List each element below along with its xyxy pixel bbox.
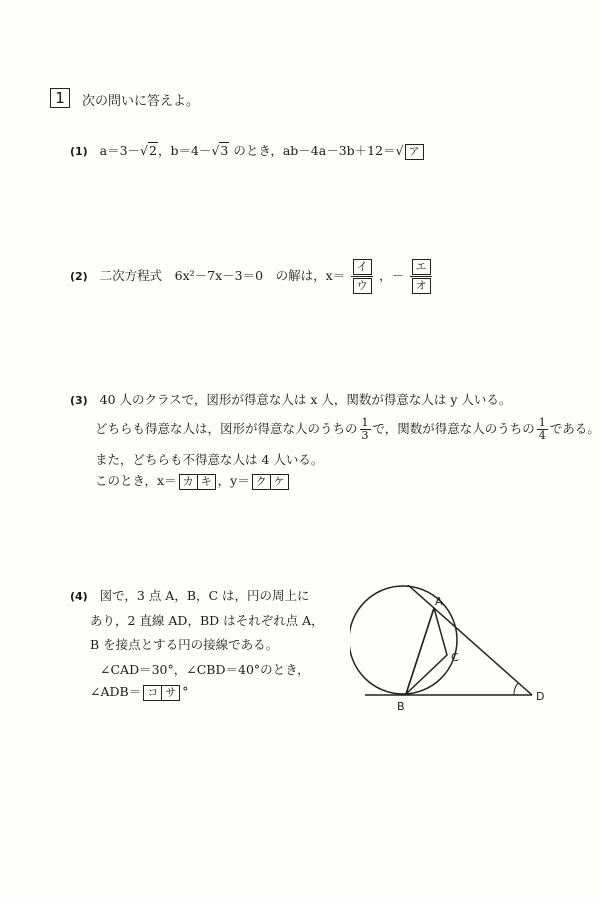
- answer-boxes-y[interactable]: [252, 474, 289, 490]
- problem-2: [70, 258, 434, 295]
- problem-4-line-5: [90, 682, 188, 701]
- problem-1-text-a: a＝3－: [99, 143, 141, 158]
- problem-4-line-3: B を接点とする円の接線である。: [90, 637, 279, 652]
- problem-3-text-4b: ，y＝: [217, 473, 250, 488]
- problem-3-text-2c: である。: [549, 421, 600, 436]
- answer-box-ka[interactable]: カ: [182, 474, 194, 488]
- problem-3-line-1: [70, 390, 511, 408]
- geometry-figure: [350, 585, 550, 715]
- sqrt-2: √2: [140, 143, 157, 158]
- sqrt-3: √3: [211, 143, 229, 158]
- problem-1: [70, 141, 425, 160]
- answer-box-a[interactable]: ア: [405, 144, 424, 160]
- problem-2-number: (2): [70, 270, 88, 283]
- problem-3-text-2a: どちらも得意な人は，図形が得意な人のうちの: [95, 421, 358, 436]
- problem-3-line-3: また，どちらも不得意な人は 4 人いる。: [95, 452, 324, 467]
- sqrt-answer: √ ア: [396, 143, 425, 160]
- problem-4-number: (4): [70, 590, 88, 603]
- problem-2-sep: ，－: [379, 268, 405, 283]
- answer-fraction-1: [351, 258, 373, 295]
- problem-4-line-1: [70, 586, 310, 604]
- answer-box-ke[interactable]: ケ: [270, 475, 288, 489]
- fraction-one-third: $\frac{1}{3}$: [361, 416, 369, 442]
- angle-d-arc: [514, 683, 518, 695]
- problem-1-text-b: ，b＝4－: [157, 143, 212, 158]
- degree-sign: °: [182, 684, 189, 699]
- answer-box-ko[interactable]: コ: [147, 685, 159, 699]
- answer-box-i[interactable]: イ: [353, 259, 372, 275]
- answer-boxes-x[interactable]: [179, 474, 216, 490]
- problem-3-line-2: [95, 417, 600, 442]
- problem-4-text-5a: ∠ADB＝: [90, 684, 142, 699]
- problem-4-line-4: ∠CAD＝30°，∠CBD＝40°のとき，: [100, 662, 310, 677]
- problem-3-text-2b: で，関数が得意な人のうちの: [372, 421, 535, 436]
- problem-2-text: 二次方程式 6x²－7x－3＝0 の解は，x＝: [99, 268, 346, 283]
- problem-4-text-1: 図で，3 点 A，B，C は，円の周上に: [99, 588, 310, 603]
- answer-box-sa[interactable]: サ: [161, 686, 179, 700]
- problem-3-number: (3): [70, 394, 88, 407]
- answer-fraction-2: [410, 258, 432, 295]
- answer-box-e[interactable]: エ: [412, 259, 431, 275]
- answer-boxes-adb[interactable]: [143, 685, 180, 701]
- problem-1-text-c: のとき，ab－4a－3b＋12＝: [233, 143, 396, 158]
- question-intro: 次の問いに答えよ。: [82, 94, 200, 109]
- problem-4-line-2: あり，2 直線 AD，BD はそれぞれ点 A，: [90, 613, 324, 628]
- answer-box-ki[interactable]: キ: [197, 475, 215, 489]
- answer-box-u[interactable]: ウ: [353, 278, 372, 294]
- label-d: D: [536, 690, 545, 703]
- answer-box-ku[interactable]: ク: [255, 474, 267, 488]
- triangle-abc: [406, 608, 447, 694]
- label-a: A: [435, 595, 443, 608]
- answer-box-o[interactable]: オ: [412, 278, 431, 294]
- problem-3-text-1: 40 人のクラスで，図形が得意な人は x 人，関数が得意な人は y 人いる。: [99, 392, 512, 407]
- problem-3-text-4a: このとき，x＝: [95, 473, 177, 488]
- problem-3-line-4: [95, 471, 291, 490]
- tangent-line-ad: [408, 585, 532, 695]
- question-number: 1: [50, 88, 70, 108]
- problem-1-number: (1): [70, 145, 88, 158]
- label-c: C: [451, 651, 459, 664]
- fraction-one-quarter: $\frac{1}{4}$: [538, 416, 546, 442]
- label-b: B: [397, 700, 405, 713]
